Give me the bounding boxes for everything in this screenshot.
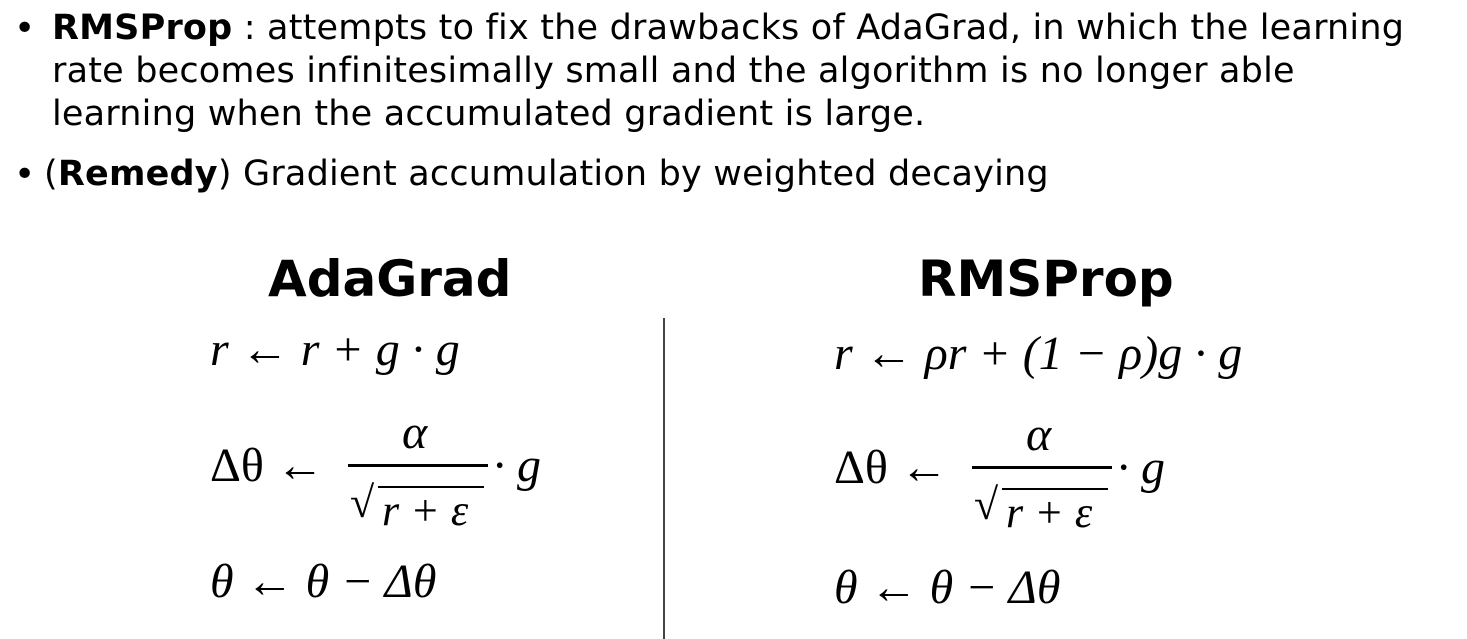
bullet-rmsprop-text bbox=[52, 7, 1452, 136]
eq-rhs: θ − Δθ bbox=[305, 555, 437, 608]
square-root-icon: √ bbox=[974, 480, 999, 529]
eq-post: · g bbox=[1117, 441, 1165, 494]
eq-rhs: θ − Δθ bbox=[929, 561, 1061, 614]
adagrad-eq3 bbox=[210, 554, 436, 610]
rmsprop-fraction bbox=[972, 410, 1112, 540]
rmsprop-eq3 bbox=[834, 560, 1060, 616]
square-root-icon: √ bbox=[350, 478, 375, 527]
bullet-line-1-text: : attempts to fix the drawbacks of AdaGrad, in which the learning bbox=[232, 8, 1405, 48]
eq-lhs: θ bbox=[210, 555, 234, 608]
eq-lhs: Δθ bbox=[834, 441, 888, 494]
eq-lhs: θ bbox=[834, 561, 858, 614]
bullet-dot-icon: • bbox=[14, 154, 36, 195]
adagrad-fraction bbox=[348, 408, 488, 538]
rmsprop-title: RMSProp bbox=[918, 250, 1174, 308]
bullet-remedy-text bbox=[44, 153, 1444, 196]
bullet-line-2: rate becomes infinitesimally small and the algorithm is no longer able bbox=[52, 51, 1295, 91]
eq-lhs: r bbox=[834, 327, 853, 380]
fraction-bar bbox=[348, 464, 488, 467]
fraction-denominator: r + ε bbox=[382, 486, 469, 535]
left-arrow-icon: ← bbox=[240, 323, 289, 376]
fraction-denominator: r + ε bbox=[1006, 488, 1093, 537]
remedy-description: ) Gradient accumulation by weighted decaying bbox=[217, 154, 1049, 194]
eq-post: · g bbox=[493, 439, 541, 492]
bullet-line-1 bbox=[52, 7, 1452, 50]
adagrad-eq1 bbox=[210, 322, 460, 378]
adagrad-eq2-left bbox=[210, 438, 324, 494]
bullet-line-3: learning when the accumulated gradient is large. bbox=[52, 94, 926, 134]
eq-lhs: r bbox=[210, 323, 229, 376]
paren-open: ( bbox=[44, 154, 58, 194]
fraction-numerator: α bbox=[402, 406, 428, 459]
left-arrow-icon: ← bbox=[275, 439, 324, 492]
left-arrow-icon: ← bbox=[245, 555, 294, 608]
rmsprop-eq2-left bbox=[834, 440, 948, 496]
left-arrow-icon: ← bbox=[869, 561, 918, 614]
eq-lhs: Δθ bbox=[210, 439, 264, 492]
eq-rhs: r + g · g bbox=[300, 323, 460, 376]
bullet-dot-icon: • bbox=[14, 8, 36, 49]
adagrad-eq2-right bbox=[493, 438, 541, 494]
column-divider bbox=[663, 318, 665, 639]
fraction-bar bbox=[972, 466, 1112, 469]
rmsprop-eq1 bbox=[834, 326, 1242, 382]
left-arrow-icon: ← bbox=[899, 441, 948, 494]
rmsprop-eq2-right bbox=[1117, 440, 1165, 496]
eq-rhs: ρr + (1 − ρ)g · g bbox=[924, 327, 1243, 380]
term-remedy: Remedy bbox=[57, 154, 218, 194]
fraction-numerator: α bbox=[1026, 408, 1052, 461]
adagrad-title: AdaGrad bbox=[268, 250, 512, 308]
left-arrow-icon: ← bbox=[864, 327, 913, 380]
term-rmsprop: RMSProp bbox=[52, 8, 233, 48]
